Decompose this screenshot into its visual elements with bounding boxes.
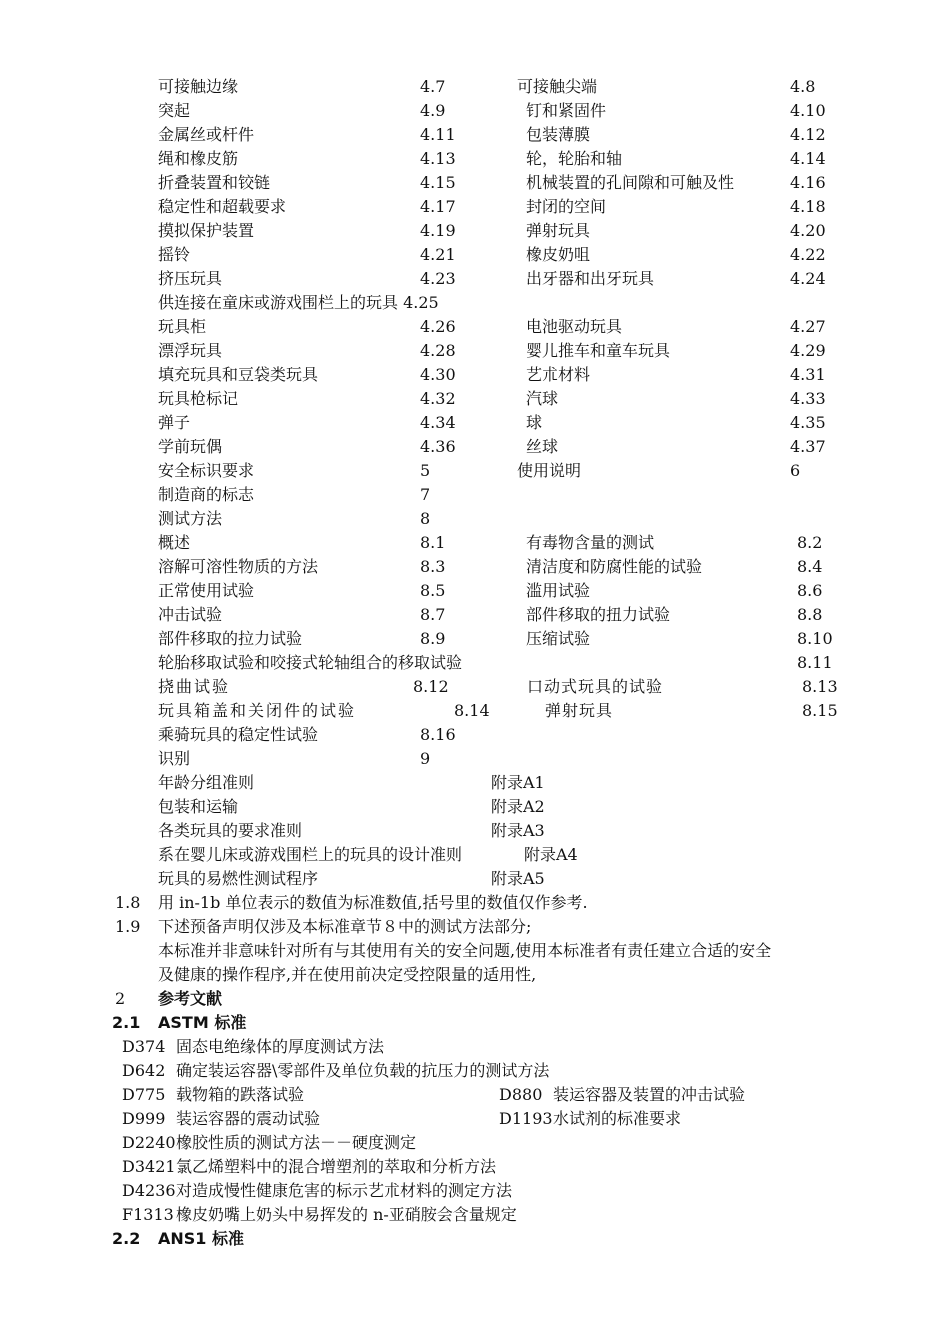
toc-number: 4.22 <box>790 245 826 264</box>
toc-number: 7 <box>420 485 431 504</box>
toc-title: 玩具箱盖和关闭件的试验 <box>158 701 357 720</box>
toc-number: 8.11 <box>797 653 833 672</box>
toc-number: 8.14 <box>454 701 490 720</box>
toc-number: 8.6 <box>797 581 823 600</box>
toc-title: 钉和紧固件 <box>526 101 607 120</box>
reference-code: D1193 <box>499 1109 553 1128</box>
toc-title: 橡皮奶咀 <box>526 245 591 264</box>
toc-title: 汽球 <box>526 389 559 408</box>
toc-number: 4.13 <box>420 149 456 168</box>
toc-title: 识别 <box>158 749 191 768</box>
appendix-title: 各类玩具的要求准则 <box>158 821 303 840</box>
toc-title: 测试方法 <box>158 509 223 528</box>
toc-number: 8.9 <box>420 629 446 648</box>
toc-title: 可接触边缘 <box>158 77 239 96</box>
reference-title: 对造成慢性健康危害的标示艺朮材料的测定方法 <box>176 1181 513 1200</box>
toc-title: 摇铃 <box>158 245 191 264</box>
toc-number: 4.30 <box>420 365 456 384</box>
reference-title: 载物箱的跌落试验 <box>176 1085 305 1104</box>
toc-title: 球 <box>526 413 543 432</box>
reference-title: 水试剂的标准要求 <box>553 1109 682 1128</box>
toc-title: 摸拟保护装置 <box>158 221 255 240</box>
toc-title: 有毒物含量的测试 <box>526 533 655 552</box>
toc-number: 4.26 <box>420 317 456 336</box>
toc-number: 4.9 <box>420 101 446 120</box>
toc-title: 漂浮玩具 <box>158 341 223 360</box>
clause-number: 1.8 <box>115 893 141 912</box>
toc-title: 丝球 <box>526 437 559 456</box>
toc-title: 机械装置的孔间隙和可触及性 <box>526 173 735 192</box>
toc-number: 9 <box>420 749 431 768</box>
appendix-title: 包装和运输 <box>158 797 239 816</box>
toc-title: 供连接在童床或游戏围栏上的玩具 4.25 <box>158 293 439 312</box>
toc-title: 可接触尖端 <box>517 77 598 96</box>
toc-title: 出牙器和出牙玩具 <box>526 269 655 288</box>
toc-number: 4.24 <box>790 269 826 288</box>
toc-number: 4.15 <box>420 173 456 192</box>
toc-title: 正常使用试验 <box>158 581 255 600</box>
toc-number: 5 <box>420 461 431 480</box>
toc-number: 8.3 <box>420 557 446 576</box>
toc-title: 使用说明 <box>517 461 582 480</box>
subsection-title: ANS1 标准 <box>158 1229 245 1248</box>
toc-number: 4.11 <box>420 125 456 144</box>
appendix-ref: 附录A2 <box>491 797 545 816</box>
toc-number: 4.37 <box>790 437 826 456</box>
toc-title: 婴儿推车和童车玩具 <box>526 341 671 360</box>
subsection-number: 2.2 <box>112 1229 141 1248</box>
toc-number: 4.27 <box>790 317 826 336</box>
section-title: 参考文献 <box>158 989 223 1008</box>
toc-title: 概述 <box>158 533 191 552</box>
toc-title: 轮胎移取试验和咬接式轮轴组合的移取试验 <box>158 653 463 672</box>
toc-number: 8.4 <box>797 557 823 576</box>
reference-title: 氯乙烯塑料中的混合增塑剂的萃取和分析方法 <box>176 1157 497 1176</box>
toc-title: 挠曲试验 <box>158 677 231 696</box>
toc-number: 4.23 <box>420 269 456 288</box>
appendix-ref: 附录A1 <box>491 773 545 792</box>
reference-code: D4236 <box>122 1181 176 1200</box>
reference-title: 固态电绝缘体的厚度测试方法 <box>176 1037 385 1056</box>
toc-number: 4.32 <box>420 389 456 408</box>
toc-number: 4.34 <box>420 413 456 432</box>
toc-number: 4.17 <box>420 197 456 216</box>
reference-title: 确定装运容器\零部件及单位负载的抗压力的测试方法 <box>176 1061 550 1080</box>
clause-text: 用 in-1b 单位表示的数值为标准数值,括号里的数值仅作参考. <box>158 893 588 912</box>
toc-number: 4.12 <box>790 125 826 144</box>
toc-title: 突起 <box>158 101 191 120</box>
subsection-title: ASTM 标准 <box>158 1013 247 1032</box>
toc-number: 8.1 <box>420 533 446 552</box>
toc-title: 挤压玩具 <box>158 269 223 288</box>
appendix-ref: 附录A5 <box>491 869 545 888</box>
toc-number: 4.20 <box>790 221 826 240</box>
toc-title: 金属丝或杆件 <box>158 125 255 144</box>
toc-title: 乘骑玩具的稳定性试验 <box>158 725 319 744</box>
toc-title: 包装薄膜 <box>526 125 591 144</box>
appendix-ref: 附录A4 <box>524 845 578 864</box>
reference-title: 橡皮奶嘴上奶头中易挥发的 n-亚硝胺会含量规定 <box>176 1205 517 1224</box>
toc-title: 溶解可溶性物质的方法 <box>158 557 319 576</box>
toc-title: 安全标识要求 <box>158 461 255 480</box>
toc-title: 弹射玩具 <box>526 221 591 240</box>
appendix-ref: 附录A3 <box>491 821 545 840</box>
toc-number: 8.5 <box>420 581 446 600</box>
reference-code: D3421 <box>122 1157 176 1176</box>
toc-title: 轮，轮胎和轴 <box>526 149 623 168</box>
toc-number: 4.29 <box>790 341 826 360</box>
toc-title: 电池驱动玩具 <box>526 317 623 336</box>
reference-title: 橡胶性质的测试方法－－硬度测定 <box>176 1133 417 1152</box>
toc-number: 4.19 <box>420 221 456 240</box>
reference-code: D642 <box>122 1061 166 1080</box>
toc-number: 4.36 <box>420 437 456 456</box>
toc-number: 8.7 <box>420 605 446 624</box>
toc-title: 玩具柜 <box>158 317 207 336</box>
toc-number: 4.35 <box>790 413 826 432</box>
toc-title: 清洁度和防腐性能的试验 <box>526 557 703 576</box>
reference-code: D880 <box>499 1085 543 1104</box>
section-number: 2 <box>115 989 126 1008</box>
toc-title: 折叠装置和铰链 <box>158 173 271 192</box>
toc-title: 绳和橡皮筋 <box>158 149 239 168</box>
reference-title: 装运容器及装置的冲击试验 <box>553 1085 746 1104</box>
toc-title: 学前玩偶 <box>158 437 223 456</box>
toc-number: 8.13 <box>802 677 838 696</box>
toc-number: 4.7 <box>420 77 446 96</box>
toc-number: 4.8 <box>790 77 816 96</box>
toc-number: 8.12 <box>413 677 449 696</box>
toc-title: 封闭的空间 <box>526 197 607 216</box>
toc-title: 弹射玩具 <box>545 701 614 720</box>
toc-title: 口动式玩具的试验 <box>527 677 664 696</box>
toc-number: 8 <box>420 509 431 528</box>
toc-number: 4.14 <box>790 149 826 168</box>
toc-number: 4.31 <box>790 365 826 384</box>
appendix-title: 系在婴儿床或游戏围栏上的玩具的设计准则 <box>158 845 463 864</box>
toc-number: 4.21 <box>420 245 456 264</box>
toc-title: 冲击试验 <box>158 605 223 624</box>
toc-number: 4.16 <box>790 173 826 192</box>
toc-number: 4.10 <box>790 101 826 120</box>
toc-title: 填充玩具和豆袋类玩具 <box>158 365 319 384</box>
toc-number: 8.16 <box>420 725 456 744</box>
toc-title: 部件移取的扭力试验 <box>526 605 671 624</box>
reference-code: D999 <box>122 1109 166 1128</box>
reference-code: F1313 <box>122 1205 174 1224</box>
toc-title: 艺朮材料 <box>526 365 591 384</box>
clause-number: 1.9 <box>115 917 141 936</box>
toc-title: 制造商的标志 <box>158 485 255 504</box>
toc-number: 8.10 <box>797 629 833 648</box>
reference-code: D374 <box>122 1037 166 1056</box>
reference-code: D775 <box>122 1085 166 1104</box>
toc-number: 8.2 <box>797 533 823 552</box>
appendix-title: 玩具的易燃性测试程序 <box>158 869 319 888</box>
toc-title: 部件移取的拉力试验 <box>158 629 303 648</box>
toc-number: 6 <box>790 461 801 480</box>
toc-number: 4.18 <box>790 197 826 216</box>
toc-title: 稳定性和超载要求 <box>158 197 287 216</box>
disclaimer-line: 及健康的操作程序,并在使用前决定受控限量的适用性, <box>158 965 537 984</box>
disclaimer-line: 本标准并非意味针对所有与其使用有关的安全问题,使用本标准者有责任建立合适的安全 <box>158 941 772 960</box>
toc-title: 滥用试验 <box>526 581 591 600</box>
clause-text: 下述预备声明仅涉及本标准章节８中的测试方法部分; <box>158 917 532 936</box>
toc-title: 玩具枪标记 <box>158 389 239 408</box>
reference-title: 装运容器的震动试验 <box>176 1109 321 1128</box>
toc-number: 4.28 <box>420 341 456 360</box>
reference-code: D2240 <box>122 1133 176 1152</box>
toc-title: 压缩试验 <box>526 629 591 648</box>
toc-number: 8.15 <box>802 701 838 720</box>
toc-number: 8.8 <box>797 605 823 624</box>
toc-number: 4.33 <box>790 389 826 408</box>
toc-title: 弹子 <box>158 413 191 432</box>
appendix-title: 年龄分组准则 <box>158 773 255 792</box>
subsection-number: 2.1 <box>112 1013 141 1032</box>
